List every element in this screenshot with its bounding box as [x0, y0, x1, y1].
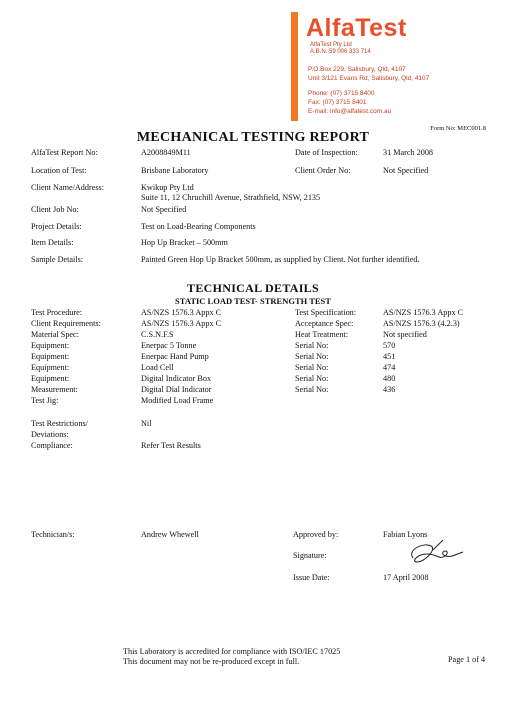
- tech-label-right: Acceptance Spec:: [295, 319, 354, 328]
- tech-label-right: Serial No:: [295, 341, 329, 350]
- letterhead-accent-bar: [291, 12, 298, 121]
- company-name: AlfaTest Pty Ltd: [310, 42, 352, 48]
- tech-value-left: Enerpac Hand Pump: [141, 352, 209, 361]
- tech-value-right: AS/NZS 1576.3 Appx C: [383, 308, 464, 317]
- report-no-label: AlfaTest Report No:: [31, 148, 98, 157]
- tech-value-right: 451: [383, 352, 396, 361]
- client-job-label: Client Job No:: [31, 205, 79, 214]
- tech-value-right: AS/NZS 1576.3 (4.2.3): [383, 319, 460, 328]
- project-value: Test on Load-Bearing Components: [141, 222, 256, 231]
- client-order-label: Client Order No:: [295, 166, 351, 175]
- restrictions-value: Nil: [141, 419, 152, 428]
- tech-value-left: Enerpac 5 Tonne: [141, 341, 197, 350]
- tech-value-right: 436: [383, 385, 396, 394]
- technical-subtitle: STATIC LOAD TEST- STRENGTH TEST: [175, 296, 331, 306]
- issue-date-value: 17 April 2008: [383, 573, 429, 582]
- tech-label-right: Serial No:: [295, 374, 329, 383]
- tech-value-left: Digital Indicator Box: [141, 374, 212, 383]
- tech-label-right: Serial No:: [295, 352, 329, 361]
- project-label: Project Details:: [31, 222, 82, 231]
- issue-date-label: Issue Date:: [293, 573, 330, 582]
- tech-label-left: Measurement:: [31, 385, 78, 394]
- approved-by-value: Fabian Lyons: [383, 530, 428, 539]
- item-label: Item Details:: [31, 238, 74, 247]
- restrictions-label: Test Restrictions/: [31, 419, 88, 428]
- tech-value-left: C.S.N.F.S: [141, 330, 174, 339]
- email-address: E-mail: info@alfatest.com.au: [308, 108, 392, 115]
- tech-value-right: 480: [383, 374, 396, 383]
- signature-label: Signature:: [293, 551, 327, 560]
- tech-label-left: Equipment:: [31, 363, 70, 372]
- tech-label-right: Serial No:: [295, 363, 329, 372]
- sample-value: Painted Green Hop Up Bracket 500mm, as supplied by Client. Not further identified.: [141, 255, 420, 264]
- technical-title: TECHNICAL DETAILS: [187, 281, 319, 295]
- tech-label-right: Heat Treatment:: [295, 330, 348, 339]
- deviations-label: Deviations:: [31, 430, 69, 439]
- sample-label: Sample Details:: [31, 255, 84, 264]
- tech-value-right: 570: [383, 341, 396, 350]
- client-name-label: Client Name/Address:: [31, 183, 104, 192]
- technician-label: Technician/s:: [31, 530, 75, 539]
- tech-value-left: Load Cell: [141, 363, 174, 372]
- tech-label-left: Equipment:: [31, 341, 70, 350]
- tech-label-left: Material Spec:: [31, 330, 79, 339]
- fax-number: Fax: (07) 3715 8401: [308, 99, 367, 106]
- tech-label-right: Test Specification:: [295, 308, 357, 317]
- tech-value-left: Modified Load Frame: [141, 396, 214, 405]
- tech-value-left: AS/NZS 1576.3 Appx C: [141, 308, 222, 317]
- handwritten-signature: [403, 538, 467, 568]
- client-job-value: Not Specified: [141, 205, 187, 214]
- compliance-label: Compliance:: [31, 441, 73, 450]
- tech-label-left: Test Procedure:: [31, 308, 83, 317]
- tech-value-right: 474: [383, 363, 396, 372]
- reproduction-note: This document may not be re-produced except in full.: [123, 657, 300, 666]
- technician-value: Andrew Whewell: [141, 530, 199, 539]
- item-value: Hop Up Bracket – 500mm: [141, 238, 228, 247]
- alfatest-logo: AlfaTest: [306, 14, 407, 42]
- tech-value-right: Not specified: [383, 330, 427, 339]
- location-label: Location of Test:: [31, 166, 87, 175]
- tech-label-left: Equipment:: [31, 374, 70, 383]
- client-address-value: Suite 11, 12 Chruchill Avenue, Strathfield, NSW, 2135: [141, 193, 321, 202]
- report-no-value: A2008849M11: [141, 148, 191, 157]
- tech-label-left: Test Jig:: [31, 396, 59, 405]
- phone-number: Phone: (07) 3715 8400: [308, 90, 375, 97]
- compliance-value: Refer Test Results: [141, 441, 201, 450]
- tech-label-left: Equipment:: [31, 352, 70, 361]
- location-value: Brisbane Laboratory: [141, 166, 209, 175]
- inspection-date-label: Date of Inspection:: [295, 148, 358, 157]
- company-abn: A.B.N. 59 006 333 714: [310, 49, 371, 55]
- tech-label-right: Serial No:: [295, 385, 329, 394]
- form-number: Form No: MEC001.8: [430, 125, 486, 132]
- report-title: MECHANICAL TESTING REPORT: [136, 130, 370, 145]
- tech-label-left: Client Requirements:: [31, 319, 101, 328]
- tech-value-left: AS/NZS 1576.3 Appx C: [141, 319, 222, 328]
- po-box-address: P.O.Box 229, Salisbury, Qld, 4107: [308, 66, 406, 73]
- client-name-value: Kwikup Pty Ltd: [141, 183, 194, 192]
- page-number: Page 1 of 4: [448, 655, 486, 664]
- street-address: Unit 3/121 Evans Rd, Salisbury, Qld, 4107: [308, 75, 430, 82]
- client-order-value: Not Specified: [383, 166, 429, 175]
- accreditation-note: This Laboratory is accredited for compliance with ISO/IEC 17025: [123, 647, 341, 656]
- approved-by-label: Approved by:: [293, 530, 339, 539]
- inspection-date-value: 31 March 2008: [383, 148, 434, 157]
- tech-value-left: Digital Dial Indicator: [141, 385, 212, 394]
